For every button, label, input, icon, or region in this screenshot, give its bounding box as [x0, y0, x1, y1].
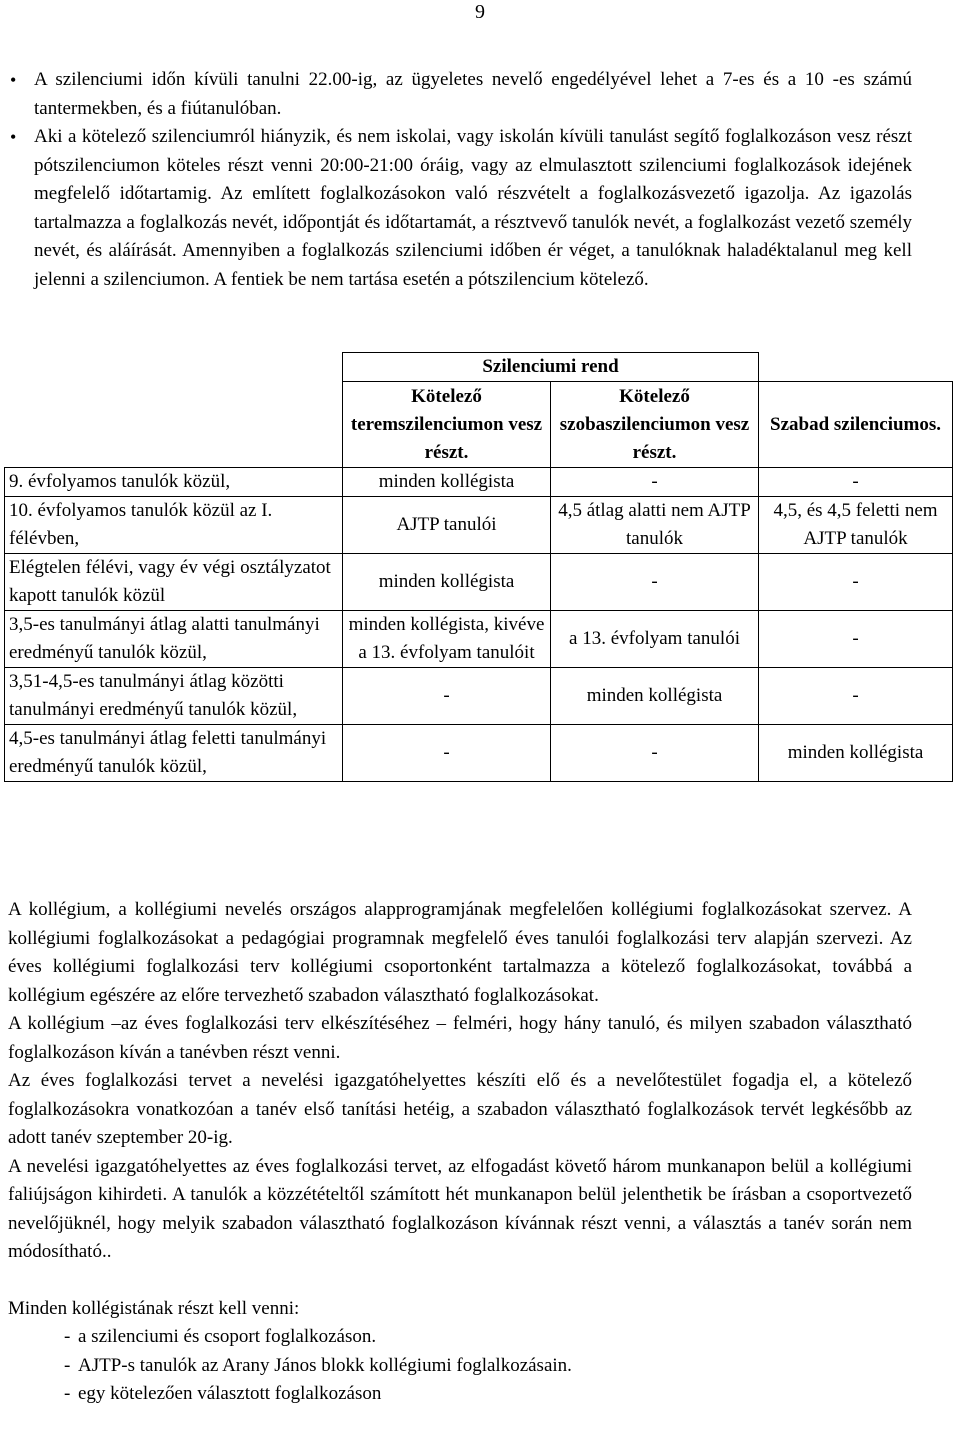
row-value: 4,5 átlag alatti nem AJTP tanulók — [551, 497, 759, 554]
list-item — [8, 1380, 912, 1409]
row-value: - — [551, 725, 759, 782]
closing-intro: Minden kollégistának részt kell venni: — [8, 1297, 300, 1319]
table-row — [5, 725, 953, 782]
table-row — [5, 668, 953, 725]
row-value: minden kollégista — [343, 554, 551, 611]
table-row — [5, 497, 953, 554]
row-value: - — [551, 468, 759, 497]
bullet-item: • A szilenciumi időn kívüli tanulni 22.00-ig, az ügyeletes nevelő engedélyével lehet a 7-es és a 10 -es számú tantermekben, és a fiútanulóban. — [8, 66, 912, 123]
row-value: 4,5, és 4,5 feletti nem AJTP tanulók — [759, 497, 953, 554]
paragraph: A nevelési igazgatóhelyettes az éves foglalkozási tervet, az elfogadást követő három munkanapon belül a kollégiumi faliújságon kihirdeti. A tanulók a közzétételtől számított hét munkanapon belül jelenthetik be írásban a csoportvezető nevelőjüknél, hogy melyik szabadon választható foglalkozáson kívánnak részt venni, a választás a tanév során nem módosítható.. — [8, 1155, 912, 1262]
row-value: - — [759, 668, 953, 725]
required-activities-list — [8, 1323, 912, 1409]
row-value: minden kollégista — [759, 725, 953, 782]
row-value: - — [759, 554, 953, 611]
list-item-text: a szilenciumi és csoport foglalkozáson. — [78, 1326, 377, 1347]
header-free-silence: Szabad szilenciumos. — [759, 382, 953, 468]
header-room-silence: Kötelező szobaszilenciumon vesz részt. — [551, 382, 759, 468]
row-label: 9. évfolyamos tanulók közül, — [5, 468, 343, 497]
list-item — [8, 1323, 912, 1352]
table-row — [5, 468, 953, 497]
paragraph: A kollégium –az éves foglalkozási terv elkészítéséhez – felméri, hogy hány tanuló, és milyen szabadon választható foglalkozáson kíván a tanévben részt venni. — [8, 1013, 912, 1063]
row-value: - — [343, 668, 551, 725]
page-number: 9 — [475, 1, 485, 23]
rules-bullet-list — [8, 66, 912, 294]
row-value: minden kollégista — [343, 468, 551, 497]
row-value: - — [551, 554, 759, 611]
row-label: 3,51-4,5-es tanulmányi átlag közötti tanulmányi eredményű tanulók közül, — [5, 668, 343, 725]
paragraph: A kollégium, a kollégiumi nevelés országos alapprogramjának megfelelően kollégiumi foglalkozásokat szervez. A kollégiumi foglalkozásokat a pedagógiai programnak megfelelő éves tanulói foglalkozási terv alapján szervezi. Az éves kollégiumi foglalkozási terv kollégiumi csoportonként tartalmazza a kötelező foglalkozásokat, továbbá a kollégium egészére az előre tervezhető szabadon választható foglalkozásokat. — [8, 899, 912, 1006]
body-text — [8, 896, 912, 1409]
row-value: - — [343, 725, 551, 782]
header-classroom-silence: Kötelező teremszilenciumon vesz részt. — [343, 382, 551, 468]
table-corner — [5, 353, 343, 468]
table-title: Szilenciumi rend — [343, 353, 759, 382]
list-item-text: AJTP-s tanulók az Arany János blokk kollégiumi foglalkozásain. — [78, 1354, 572, 1376]
row-value: AJTP tanulói — [343, 497, 551, 554]
row-label: 4,5-es tanulmányi átlag feletti tanulmányi eredményű tanulók közül, — [5, 725, 343, 782]
row-label: Elégtelen félévi, vagy év végi osztályzatot kapott tanulók közül — [5, 554, 343, 611]
list-item — [8, 1352, 912, 1381]
paragraph: Az éves foglalkozási tervet a nevelési igazgatóhelyettes készíti elő és a nevelőtestület fogadja el, a kötelező foglalkozásokra vonatkozóan a tanév első tanítási hetéig, a szabadon választható foglalkozások tervét legkésőbb az adott tanév szeptember 20-ig. — [8, 1070, 912, 1148]
table-row — [5, 611, 953, 668]
row-value: a 13. évfolyam tanulói — [551, 611, 759, 668]
row-value: - — [759, 611, 953, 668]
list-item-text: egy kötelezően választott foglalkozáson — [78, 1383, 382, 1404]
row-value: minden kollégista — [551, 668, 759, 725]
row-label: 3,5-es tanulmányi átlag alatti tanulmányi eredményű tanulók közül, — [5, 611, 343, 668]
row-value: minden kollégista, kivéve a 13. évfolyam tanulóit — [343, 611, 551, 668]
silence-rules-table — [4, 352, 953, 782]
table-row — [5, 554, 953, 611]
bullet-item: • Aki a kötelező szilenciumról hiányzik, és nem iskolai, vagy iskolán kívüli tanulást segítő foglalkozáson vesz részt pótszilenciumon köteles részt venni 20:00-21:00 óráig, vagy az elmulasztott szilenciumi foglalkozások idejének megfelelő időtartamig. Az említett foglalkozásokon való részvételt a foglalkozásvezető igazolja. Az igazolás tartalmazza a foglalkozás nevét, időpontját és időtartamát, a résztvevő tanulók nevét, a foglalkozást vezető személy nevét, és aláírását. Amennyiben a foglalkozás szilenciumi időben ér véget, a tanulóknak haladéktalanul meg kell jelenni a szilenciumon. A fentiek be nem tartása esetén a pótszilencium kötelező. — [8, 123, 912, 294]
row-value: - — [759, 468, 953, 497]
row-label: 10. évfolyamos tanulók közül az I. félévben, — [5, 497, 343, 554]
